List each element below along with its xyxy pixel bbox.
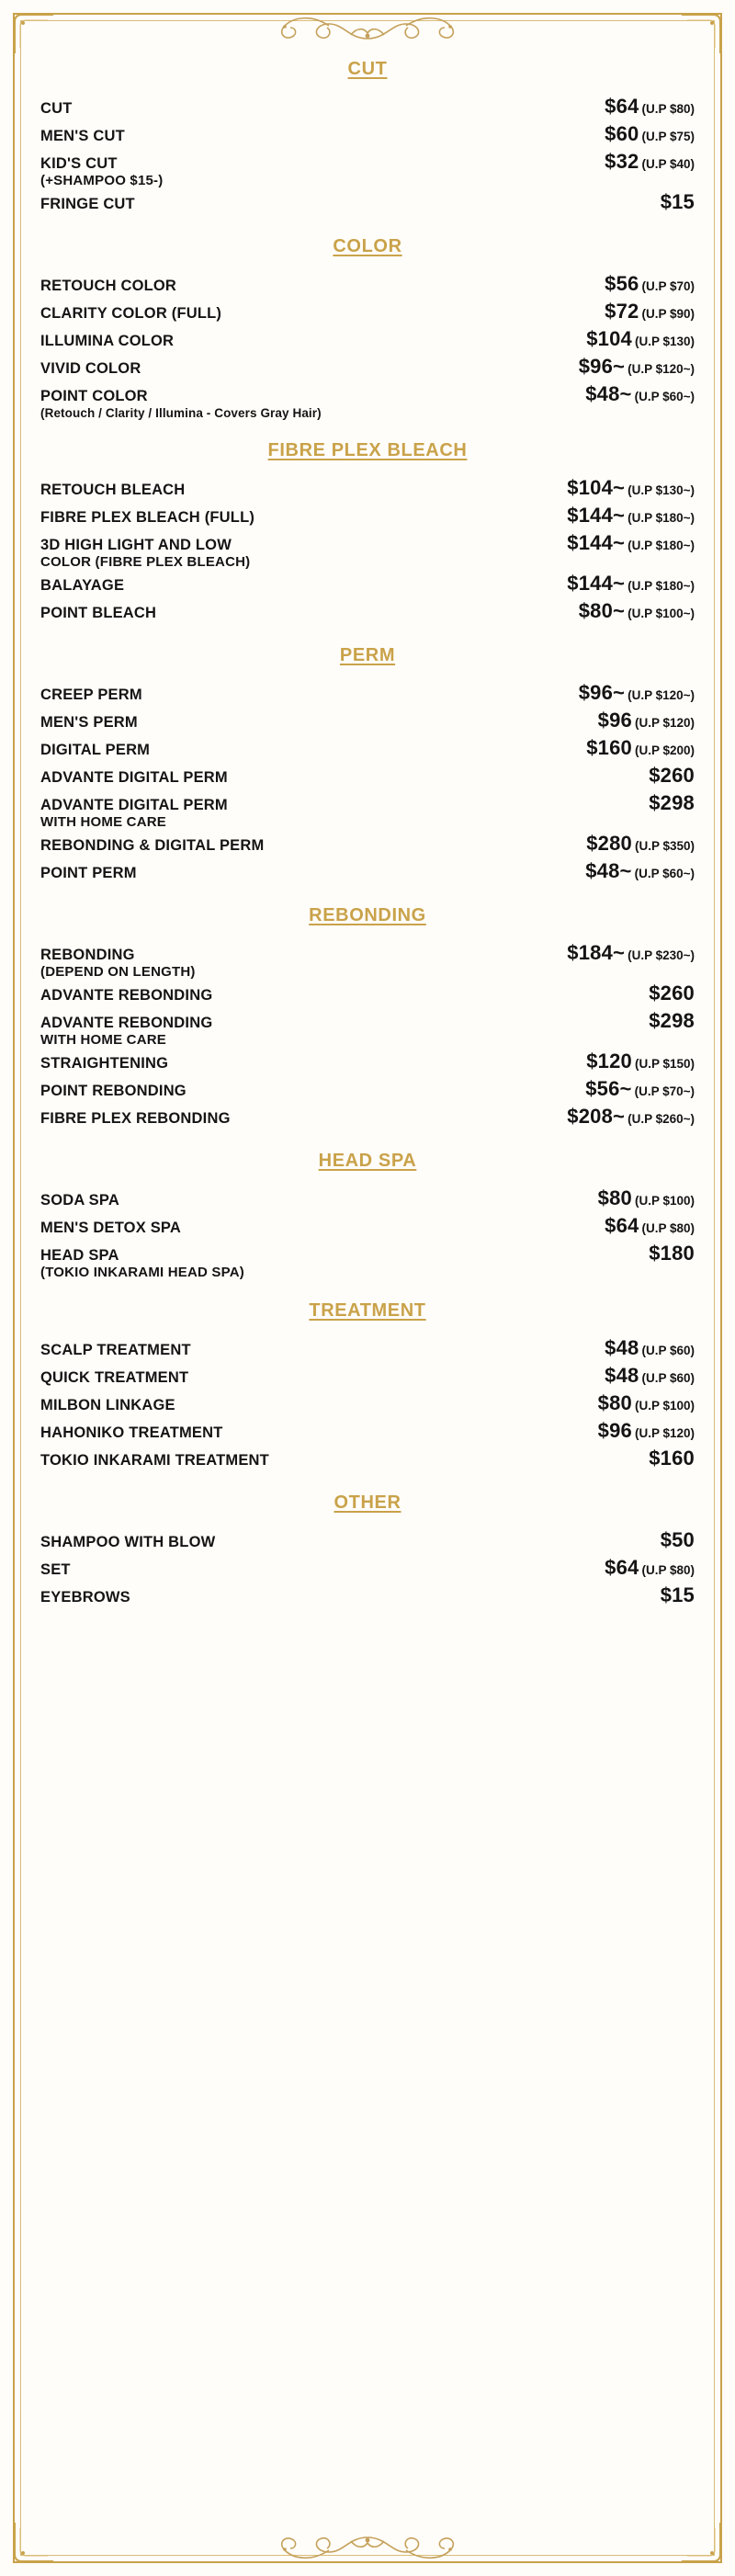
usual-price: (U.P $130) — [634, 335, 695, 348]
price-group — [605, 1556, 695, 1580]
menu-item-row — [40, 502, 695, 529]
section-note: (Retouch / Clarity / Illumina - Covers Gray Hair) — [40, 406, 322, 420]
menu-item-row — [40, 679, 695, 707]
service-name: 3D HIGH LIGHT AND LOW — [40, 537, 232, 553]
price-amount: $208~ — [567, 1105, 626, 1128]
usual-price: (U.P $260~) — [628, 1112, 695, 1126]
price-group — [567, 531, 695, 555]
menu-item-row — [40, 1526, 695, 1554]
usual-price: (U.P $180~) — [628, 579, 695, 593]
price-group — [585, 859, 695, 883]
flourish-ornament-icon — [248, 2526, 487, 2569]
price-group — [605, 1336, 695, 1360]
menu-item-row — [40, 597, 695, 625]
menu-item-row — [40, 270, 695, 298]
menu-item-row — [40, 1007, 695, 1035]
price-amount: $15 — [660, 1583, 695, 1606]
usual-price: (U.P $100~) — [628, 607, 695, 620]
price-amount: $80 — [597, 1186, 632, 1209]
price-group — [649, 764, 695, 788]
service-subline: (DEPEND ON LENGTH) — [40, 964, 196, 980]
menu-item-row — [40, 120, 695, 148]
price-group — [598, 1391, 695, 1415]
price-group — [585, 1077, 695, 1101]
service-subline: (TOKIO INKARAMI HEAD SPA) — [40, 1265, 244, 1280]
service-name: DIGITAL PERM — [40, 742, 151, 758]
menu-item-row — [40, 1362, 695, 1390]
usual-price: (U.P $80) — [641, 1221, 695, 1235]
price-amount: $96~ — [578, 681, 626, 704]
service-subline: COLOR (FIBRE PLEX BLEACH) — [40, 554, 251, 570]
menu-item-row — [40, 93, 695, 120]
usual-price: (U.P $60) — [641, 1344, 695, 1357]
service-name: MEN'S CUT — [40, 128, 125, 144]
price-group — [661, 1583, 695, 1607]
usual-price: (U.P $350) — [634, 839, 695, 853]
service-name: CLARITY COLOR (FULL) — [40, 305, 222, 322]
price-group — [649, 982, 695, 1005]
price-amount: $64 — [605, 1556, 639, 1579]
price-amount: $160 — [649, 1447, 695, 1470]
price-amount: $15 — [660, 190, 695, 213]
price-amount: $144~ — [567, 572, 626, 595]
service-name: HAHONIKO TREATMENT — [40, 1424, 223, 1441]
menu-section — [40, 905, 695, 1130]
service-name: ADVANTE REBONDING — [40, 1015, 213, 1031]
usual-price: (U.P $70) — [641, 279, 695, 293]
price-amount: $144~ — [567, 504, 626, 527]
price-amount: $298 — [649, 791, 695, 814]
price-group — [586, 736, 695, 760]
price-group — [649, 1447, 695, 1470]
service-name: ADVANTE DIGITAL PERM — [40, 797, 228, 813]
menu-item-row — [40, 1185, 695, 1212]
menu-item-row — [40, 353, 695, 380]
price-amount: $160 — [586, 736, 632, 759]
corner-ornament-icon — [13, 2521, 55, 2563]
service-name: REBONDING — [40, 947, 135, 963]
usual-price: (U.P $120~) — [628, 688, 695, 702]
service-name: FIBRE PLEX BLEACH (FULL) — [40, 509, 255, 526]
price-amount: $120 — [586, 1050, 632, 1072]
price-group — [605, 122, 695, 146]
menu-section — [40, 236, 695, 420]
service-subline: WITH HOME CARE — [40, 814, 166, 830]
menu-item-row — [40, 762, 695, 789]
usual-price: (U.P $230~) — [628, 948, 695, 962]
usual-price: (U.P $100) — [634, 1194, 695, 1208]
section-title: PERM — [339, 645, 396, 665]
section-title: OTHER — [334, 1492, 401, 1513]
price-amount: $260 — [649, 982, 695, 1004]
price-group — [598, 1419, 695, 1443]
price-amount: $96 — [597, 1419, 632, 1442]
menu-section — [40, 645, 695, 885]
price-amount: $104~ — [567, 476, 626, 499]
price-amount: $50 — [660, 1528, 695, 1551]
menu-section — [40, 440, 695, 625]
service-name: RETOUCH BLEACH — [40, 482, 186, 498]
price-amount: $32 — [605, 150, 639, 173]
price-group — [598, 709, 695, 732]
menu-item-row — [40, 939, 695, 967]
price-amount: $72 — [605, 300, 639, 323]
menu-item-row — [40, 830, 695, 857]
usual-price: (U.P $150) — [634, 1057, 695, 1071]
price-amount: $144~ — [567, 531, 626, 554]
service-name: STRAIGHTENING — [40, 1055, 169, 1072]
price-group — [598, 1186, 695, 1210]
usual-price: (U.P $200) — [634, 743, 695, 757]
usual-price: (U.P $180~) — [628, 539, 695, 552]
service-name: VIVID COLOR — [40, 360, 141, 377]
price-group — [605, 300, 695, 323]
menu-item-row — [40, 1240, 695, 1267]
service-name: SODA SPA — [40, 1192, 119, 1209]
menu-item-row — [40, 1390, 695, 1417]
price-amount: $56~ — [585, 1077, 632, 1100]
price-group — [586, 1050, 695, 1073]
menu-item-row — [40, 1103, 695, 1130]
section-title: COLOR — [333, 236, 402, 256]
service-name: SHAMPOO WITH BLOW — [40, 1534, 216, 1550]
price-amount: $64 — [605, 1214, 639, 1237]
price-amount: $96 — [597, 709, 632, 732]
service-name: ADVANTE DIGITAL PERM — [40, 769, 228, 786]
usual-price: (U.P $40) — [641, 157, 695, 171]
menu-section — [40, 1492, 695, 1609]
menu-item-row — [40, 707, 695, 734]
menu-item-row — [40, 570, 695, 597]
service-name: POINT PERM — [40, 865, 137, 881]
menu-item-row — [40, 325, 695, 353]
section-title: REBONDING — [309, 905, 426, 925]
price-group — [567, 1105, 695, 1129]
service-name: EYEBROWS — [40, 1589, 130, 1606]
price-group — [567, 476, 695, 500]
usual-price: (U.P $80) — [641, 102, 695, 116]
service-name: HEAD SPA — [40, 1247, 119, 1264]
service-name: MILBON LINKAGE — [40, 1397, 175, 1413]
price-amount: $56 — [605, 272, 639, 295]
service-name: POINT REBONDING — [40, 1083, 187, 1099]
menu-item-row — [40, 1554, 695, 1582]
menu-item-row — [40, 1582, 695, 1609]
service-name: MEN'S PERM — [40, 714, 138, 731]
service-name: KID'S CUT — [40, 155, 118, 172]
service-name: ILLUMINA COLOR — [40, 333, 175, 349]
price-amount: $48~ — [585, 859, 632, 882]
usual-price: (U.P $100) — [634, 1399, 695, 1413]
price-group — [567, 504, 695, 528]
menu-item-row — [40, 1048, 695, 1075]
price-group — [586, 327, 695, 351]
menu-item-row — [40, 1445, 695, 1472]
corner-ornament-icon — [680, 2521, 722, 2563]
usual-price: (U.P $80) — [641, 1563, 695, 1577]
price-group — [605, 1214, 695, 1238]
menu-item-row — [40, 474, 695, 502]
menu-item-row — [40, 298, 695, 325]
price-group — [567, 941, 695, 965]
menu-item-row — [40, 529, 695, 557]
price-group — [579, 599, 695, 623]
usual-price: (U.P $60) — [641, 1371, 695, 1385]
price-amount: $280 — [586, 832, 632, 855]
service-name: BALAYAGE — [40, 577, 125, 594]
usual-price: (U.P $120~) — [628, 362, 695, 376]
price-group — [649, 791, 695, 815]
price-group — [605, 1364, 695, 1388]
price-group — [586, 832, 695, 856]
price-group — [567, 572, 695, 596]
service-name: CUT — [40, 100, 73, 117]
menu-section — [40, 59, 695, 216]
price-group — [661, 1528, 695, 1552]
usual-price: (U.P $120) — [634, 1426, 695, 1440]
service-name: RETOUCH COLOR — [40, 278, 177, 294]
usual-price: (U.P $70~) — [634, 1084, 695, 1098]
menu-item-row — [40, 734, 695, 762]
menu-item-row — [40, 380, 695, 408]
price-amount: $260 — [649, 764, 695, 787]
price-group — [585, 382, 695, 406]
price-group — [649, 1242, 695, 1265]
service-name: FRINGE CUT — [40, 196, 135, 212]
service-subline: WITH HOME CARE — [40, 1032, 166, 1048]
price-amount: $80~ — [578, 599, 626, 622]
price-amount: $104 — [586, 327, 632, 350]
service-name: FIBRE PLEX REBONDING — [40, 1110, 231, 1127]
menu-item-row — [40, 148, 695, 176]
usual-price: (U.P $60~) — [634, 390, 695, 403]
price-group — [579, 681, 695, 705]
service-name: MEN'S DETOX SPA — [40, 1220, 182, 1236]
price-amount: $298 — [649, 1009, 695, 1032]
price-group — [661, 190, 695, 214]
usual-price: (U.P $130~) — [628, 483, 695, 497]
service-name: POINT COLOR — [40, 388, 148, 404]
menu-section — [40, 1151, 695, 1280]
menu-item-row — [40, 789, 695, 817]
section-title: HEAD SPA — [318, 1151, 417, 1171]
service-name: REBONDING & DIGITAL PERM — [40, 837, 265, 854]
menu-item-row — [40, 188, 695, 216]
price-amount: $48~ — [585, 382, 632, 405]
price-amount: $80 — [597, 1391, 632, 1414]
menu-item-row — [40, 857, 695, 885]
menu-item-row — [40, 1417, 695, 1445]
service-name: SCALP TREATMENT — [40, 1342, 191, 1358]
price-amount: $96~ — [578, 355, 626, 378]
menu-section — [40, 1300, 695, 1472]
price-group — [605, 272, 695, 296]
usual-price: (U.P $75) — [641, 130, 695, 143]
usual-price: (U.P $180~) — [628, 511, 695, 525]
service-subline: (+SHAMPOO $15-) — [40, 173, 164, 188]
price-amount: $184~ — [567, 941, 626, 964]
price-group — [605, 150, 695, 174]
price-amount: $48 — [605, 1336, 639, 1359]
price-group — [579, 355, 695, 379]
price-amount: $180 — [649, 1242, 695, 1265]
menu-item-row — [40, 1334, 695, 1362]
menu-item-row — [40, 980, 695, 1007]
price-group — [605, 95, 695, 119]
section-title: CUT — [347, 59, 388, 79]
service-name: CREEP PERM — [40, 687, 142, 703]
menu-item-row — [40, 1212, 695, 1240]
usual-price: (U.P $60~) — [634, 867, 695, 880]
price-group — [649, 1009, 695, 1033]
service-name: POINT BLEACH — [40, 605, 157, 621]
price-amount: $64 — [605, 95, 639, 118]
menu-item-row — [40, 1075, 695, 1103]
section-title: TREATMENT — [309, 1300, 426, 1321]
usual-price: (U.P $120) — [634, 716, 695, 730]
section-title: FIBRE PLEX BLEACH — [267, 440, 468, 460]
service-name: ADVANTE REBONDING — [40, 987, 213, 1004]
service-name: QUICK TREATMENT — [40, 1369, 189, 1386]
price-amount: $60 — [605, 122, 639, 145]
service-name: TOKIO INKARAMI TREATMENT — [40, 1452, 269, 1469]
usual-price: (U.P $90) — [641, 307, 695, 321]
price-amount: $48 — [605, 1364, 639, 1387]
service-name: SET — [40, 1561, 71, 1578]
